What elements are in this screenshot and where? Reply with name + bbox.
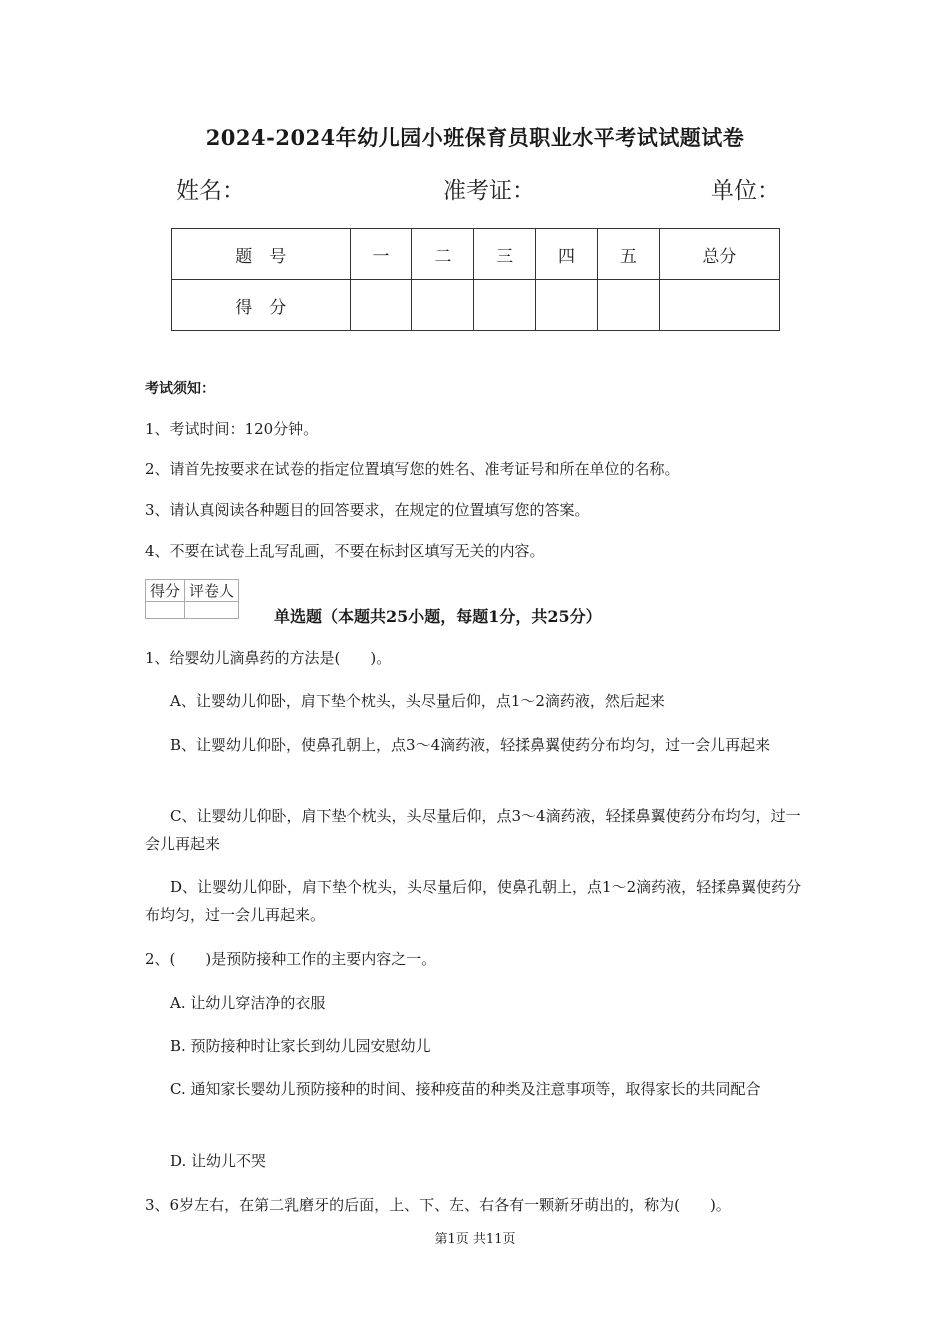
question-stem: 3、6岁左右，在第二乳磨牙的后面，上、下、左、右各有一颗新牙萌出的，称为( )。 [145,1196,731,1214]
score-table-cell: 总分 [659,229,779,280]
notice-item: 1、考试时间：120分钟。 [145,420,319,438]
score-table-cell: 三 [474,229,536,280]
question-option: A. 让幼儿穿洁净的衣服 [170,994,326,1012]
score-entry-cell[interactable] [597,280,659,331]
score-table-cell: 一 [350,229,412,280]
question-option: D. 让幼儿不哭 [170,1152,267,1170]
notice-item: 2、请首先按要求在试卷的指定位置填写您的姓名、准考证号和所在单位的名称。 [145,460,680,478]
notice-item: 3、请认真阅读各种题目的回答要求，在规定的位置填写您的答案。 [145,501,590,519]
score-table-cell: 四 [536,229,598,280]
question-option: B、让婴幼儿仰卧，使鼻孔朝上，点3～4滴药液，轻揉鼻翼使药分布均匀，过一会儿再起来 [170,736,771,754]
question-option: C、让婴幼儿仰卧，肩下垫个枕头，头尽量后仰，点3～4滴药液，轻揉鼻翼使药分布均匀，过一会儿再起来 [145,807,801,853]
score-table-cell: 五 [597,229,659,280]
notice-heading: 考试须知： [145,381,215,397]
part-one-title: 单选题（本题共25小题，每题1分，共25分） [274,607,602,626]
grader-score-label: 得分 [146,580,185,602]
score-table-cell: 得 分 [172,280,351,331]
name-field-label: 姓名： [176,178,245,204]
notice-item: 4、不要在试卷上乱写乱画，不要在标封区填写无关的内容。 [145,542,545,560]
unit-field-label: 单位： [711,178,780,204]
exam-title: 2024-2024年幼儿园小班保育员职业水平考试试题试卷 [205,125,745,150]
grader-name-label: 评卷人 [185,580,239,602]
question-option: A、让婴幼儿仰卧，肩下垫个枕头，头尽量后仰，点1～2滴药液，然后起来 [170,692,665,710]
exam-id-field-label: 准考证： [443,178,535,204]
question-option: B. 预防接种时让家长到幼儿园安慰幼儿 [170,1037,431,1055]
question-stem: 1、给婴幼儿滴鼻药的方法是( )。 [145,649,392,667]
question-stem: 2、( )是预防接种工作的主要内容之一。 [145,950,437,968]
question-option: D、让婴幼儿仰卧，肩下垫个枕头，头尽量后仰，使鼻孔朝上，点1～2滴药液，轻揉鼻翼使药分布均匀，过一会儿再起来。 [145,878,802,924]
score-table [171,228,780,331]
score-entry-cell[interactable] [474,280,536,331]
page-footer: 第1页 共11页 [434,1232,516,1247]
score-entry-cell[interactable] [350,280,412,331]
question-option: C. 通知家长婴幼儿预防接种的时间、接种疫苗的种类及注意事项等，取得家长的共同配合 [170,1080,761,1098]
score-table-score-row [172,280,780,331]
score-entry-cell[interactable] [659,280,779,331]
score-table-header-row [172,229,780,280]
score-table-cell: 题 号 [172,229,351,280]
score-entry-cell[interactable] [412,280,474,331]
grader-table [145,579,239,619]
grader-score-entry[interactable] [146,602,185,619]
score-table-cell: 二 [412,229,474,280]
grader-name-entry[interactable] [185,602,239,619]
score-entry-cell[interactable] [536,280,598,331]
